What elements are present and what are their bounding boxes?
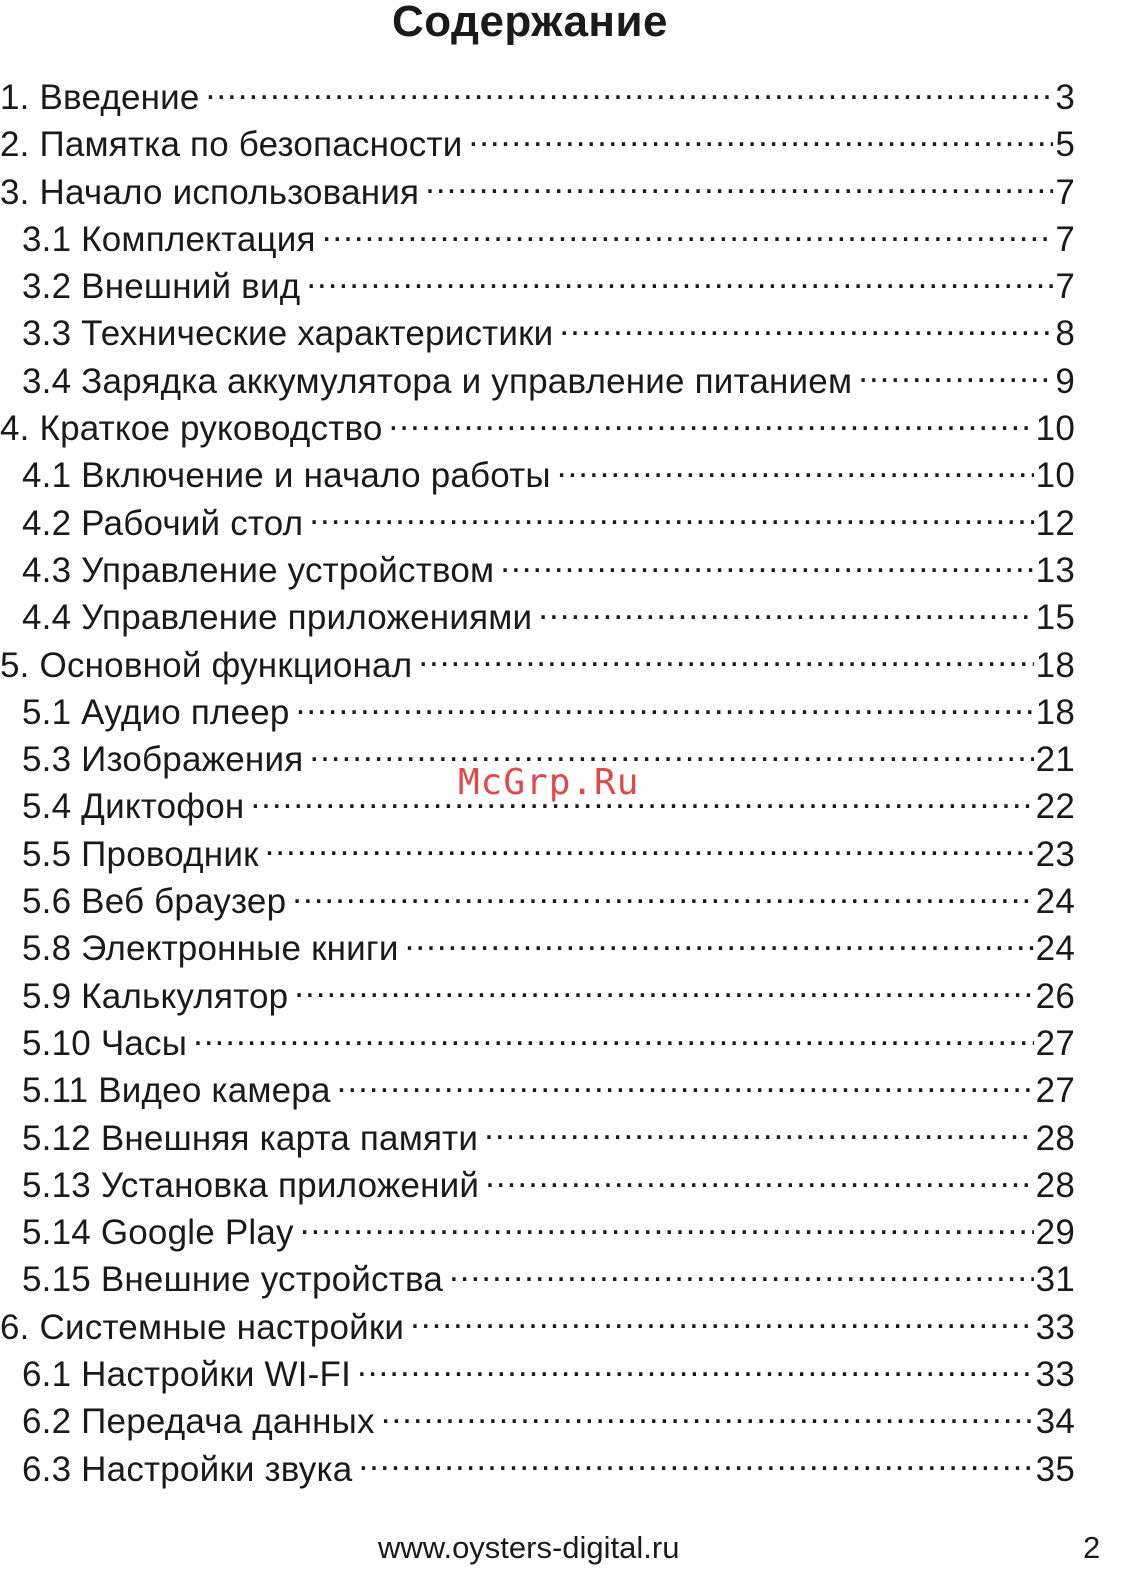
- toc-entry[interactable]: [0, 1256, 1075, 1303]
- toc-entry[interactable]: [0, 500, 1075, 547]
- toc-dot-leader: [206, 74, 1054, 109]
- toc-entry-page: 35: [1035, 1449, 1075, 1489]
- toc-entry-label: 4.3 Управление устройством: [22, 550, 495, 590]
- toc-entry[interactable]: [0, 74, 1075, 121]
- toc-entry-page: 28: [1035, 1118, 1075, 1158]
- toc-entry-page: 29: [1035, 1213, 1075, 1253]
- toc-entry-page: 23: [1035, 834, 1075, 874]
- toc-entry-page: 27: [1035, 1023, 1075, 1063]
- toc-entry-page: 7: [1055, 219, 1075, 259]
- toc-dot-leader: [309, 736, 1033, 771]
- toc-entry-label: 4.4 Управление приложениями: [22, 598, 533, 638]
- toc-entry-label: 5.10 Часы: [22, 1023, 188, 1063]
- toc-dot-leader: [294, 973, 1033, 1008]
- toc-entry[interactable]: [0, 121, 1075, 168]
- toc-entry[interactable]: [0, 594, 1075, 641]
- toc-entry-label: 6.3 Настройки звука: [22, 1449, 353, 1489]
- toc-entry-page: 3: [1055, 78, 1075, 117]
- toc-entry-label: 5. Основной функционал: [0, 645, 413, 685]
- toc-entry-label: 4. Краткое руководство: [0, 409, 383, 449]
- toc-entry-label: 5.4 Диктофон: [22, 787, 245, 827]
- toc-entry-page: 28: [1035, 1165, 1075, 1205]
- toc-entry-label: 2. Памятка по безопасности: [0, 125, 463, 165]
- toc-entry-label: 5.14 Google Play: [22, 1213, 294, 1253]
- toc-entry[interactable]: [0, 1209, 1075, 1256]
- toc-entry[interactable]: [0, 1115, 1075, 1162]
- toc-entry-label: 3.2 Внешний вид: [22, 267, 301, 307]
- toc-dot-leader: [484, 1115, 1034, 1150]
- toc-entry-page: 24: [1035, 929, 1075, 969]
- toc-entry-label: 5.15 Внешние устройства: [22, 1260, 444, 1300]
- toc-entry-page: 24: [1035, 882, 1075, 922]
- toc-dot-leader: [538, 594, 1033, 629]
- toc-dot-leader: [265, 831, 1034, 866]
- toc-entry[interactable]: [0, 263, 1075, 310]
- toc-entry-label: 4.1 Включение и начало работы: [22, 456, 551, 496]
- toc-entry-label: 6.1 Настройки WI-FI: [22, 1355, 352, 1395]
- toc-dot-leader: [337, 1067, 1034, 1102]
- toc-entry-label: 6.2 Передача данных: [22, 1402, 375, 1442]
- toc-dot-leader: [559, 310, 1053, 345]
- toc-dot-leader: [557, 452, 1034, 487]
- toc-dot-leader: [485, 1162, 1033, 1197]
- toc-dot-leader: [405, 925, 1034, 960]
- page-title: Содержание: [391, 0, 669, 46]
- toc-entry-label: 3.4 Зарядка аккумулятора и управление питанием: [22, 361, 853, 401]
- toc-entry[interactable]: [0, 1162, 1075, 1209]
- toc-entry-page: 12: [1035, 503, 1075, 543]
- toc-entry[interactable]: [0, 973, 1075, 1020]
- footer-url[interactable]: www.oysters-digital.ru: [378, 1530, 680, 1565]
- toc-entry[interactable]: [0, 1398, 1075, 1445]
- toc-entry-label: 5.9 Калькулятор: [22, 976, 289, 1016]
- toc-entry[interactable]: [0, 358, 1075, 405]
- toc-entry-label: 3.3 Технические характеристики: [22, 314, 554, 354]
- toc-entry-page: 21: [1035, 740, 1075, 780]
- toc-entry-label: 3.1 Комплектация: [22, 219, 316, 259]
- toc-entry[interactable]: [0, 642, 1075, 689]
- toc-entry-label: 1. Введение: [0, 78, 200, 117]
- toc-dot-leader: [389, 405, 1034, 440]
- toc-entry-label: 4.2 Рабочий стол: [22, 503, 304, 543]
- toc-entry[interactable]: [0, 1067, 1075, 1114]
- toc-dot-leader: [410, 1304, 1034, 1339]
- toc-entry[interactable]: [0, 1351, 1075, 1398]
- toc-entry[interactable]: [0, 1304, 1075, 1351]
- toc-entry-page: 34: [1035, 1402, 1075, 1442]
- toc-dot-leader: [381, 1398, 1034, 1433]
- toc-entry[interactable]: [0, 216, 1075, 263]
- toc-dot-leader: [858, 358, 1053, 393]
- toc-entry[interactable]: [0, 925, 1075, 972]
- toc-entry-page: 33: [1035, 1355, 1075, 1395]
- toc-entry[interactable]: [0, 878, 1075, 925]
- toc-entry-label: 5.3 Изображения: [22, 740, 304, 780]
- toc-entry-label: 5.13 Установка приложений: [22, 1165, 480, 1205]
- toc-entry-label: 5.8 Электронные книги: [22, 929, 399, 969]
- toc-entry-page: 26: [1035, 976, 1075, 1016]
- toc-entry-label: 5.12 Внешняя карта памяти: [22, 1118, 479, 1158]
- toc-entry-page: 33: [1035, 1307, 1075, 1347]
- toc-entry-page: 31: [1035, 1260, 1075, 1300]
- toc-entry[interactable]: [0, 1020, 1075, 1067]
- toc-dot-leader: [300, 1209, 1034, 1244]
- toc-dot-leader: [357, 1351, 1034, 1386]
- toc-entry[interactable]: [0, 1446, 1075, 1493]
- toc-entry-label: 5.5 Проводник: [22, 834, 259, 874]
- toc-entry-page: 5: [1055, 125, 1075, 165]
- toc-dot-leader: [358, 1446, 1033, 1481]
- toc-entry-page: 7: [1055, 267, 1075, 307]
- toc-entry-label: 5.11 Видео камера: [22, 1071, 331, 1111]
- toc-dot-leader: [425, 169, 1053, 204]
- toc-entry-label: 6. Системные настройки: [0, 1307, 405, 1347]
- toc-entry-page: 13: [1035, 550, 1075, 590]
- watermark: McGrp.Ru: [458, 762, 640, 803]
- toc-dot-leader: [193, 1020, 1034, 1055]
- toc-entry-page: 27: [1035, 1071, 1075, 1111]
- toc-entry[interactable]: [0, 452, 1075, 499]
- toc-dot-leader: [250, 783, 1033, 818]
- toc-entry-label: 5.6 Веб браузер: [22, 882, 287, 922]
- toc-entry-page: 7: [1055, 172, 1075, 212]
- toc-dot-leader: [296, 689, 1034, 724]
- toc-entry-page: 10: [1035, 409, 1075, 449]
- toc-entry[interactable]: [0, 169, 1075, 216]
- toc-entry[interactable]: [0, 547, 1075, 594]
- toc-entry-page: 18: [1035, 645, 1075, 685]
- toc-entry[interactable]: [0, 310, 1075, 357]
- toc-dot-leader: [500, 547, 1033, 582]
- toc-entry-page: 22: [1035, 787, 1075, 827]
- toc-entry[interactable]: [0, 689, 1075, 736]
- toc-dot-leader: [292, 878, 1033, 913]
- toc-dot-leader: [306, 263, 1053, 298]
- toc-entry-page: 10: [1035, 456, 1075, 496]
- toc-entry-page: 18: [1035, 692, 1075, 732]
- toc-dot-leader: [418, 642, 1033, 677]
- toc-entry[interactable]: [0, 405, 1075, 452]
- toc-entry-page: 8: [1055, 314, 1075, 354]
- toc-entry-page: 15: [1035, 598, 1075, 638]
- toc-entry-page: 9: [1055, 361, 1075, 401]
- toc-dot-leader: [322, 216, 1054, 251]
- footer-page-number: 2: [1083, 1530, 1101, 1565]
- toc-dot-leader: [309, 500, 1033, 535]
- toc-dot-leader: [449, 1256, 1034, 1291]
- toc-entry-label: 3. Начало использования: [0, 172, 420, 212]
- toc-dot-leader: [468, 121, 1053, 156]
- toc-entry[interactable]: [0, 831, 1075, 878]
- toc-entry-label: 5.1 Аудио плеер: [22, 692, 290, 732]
